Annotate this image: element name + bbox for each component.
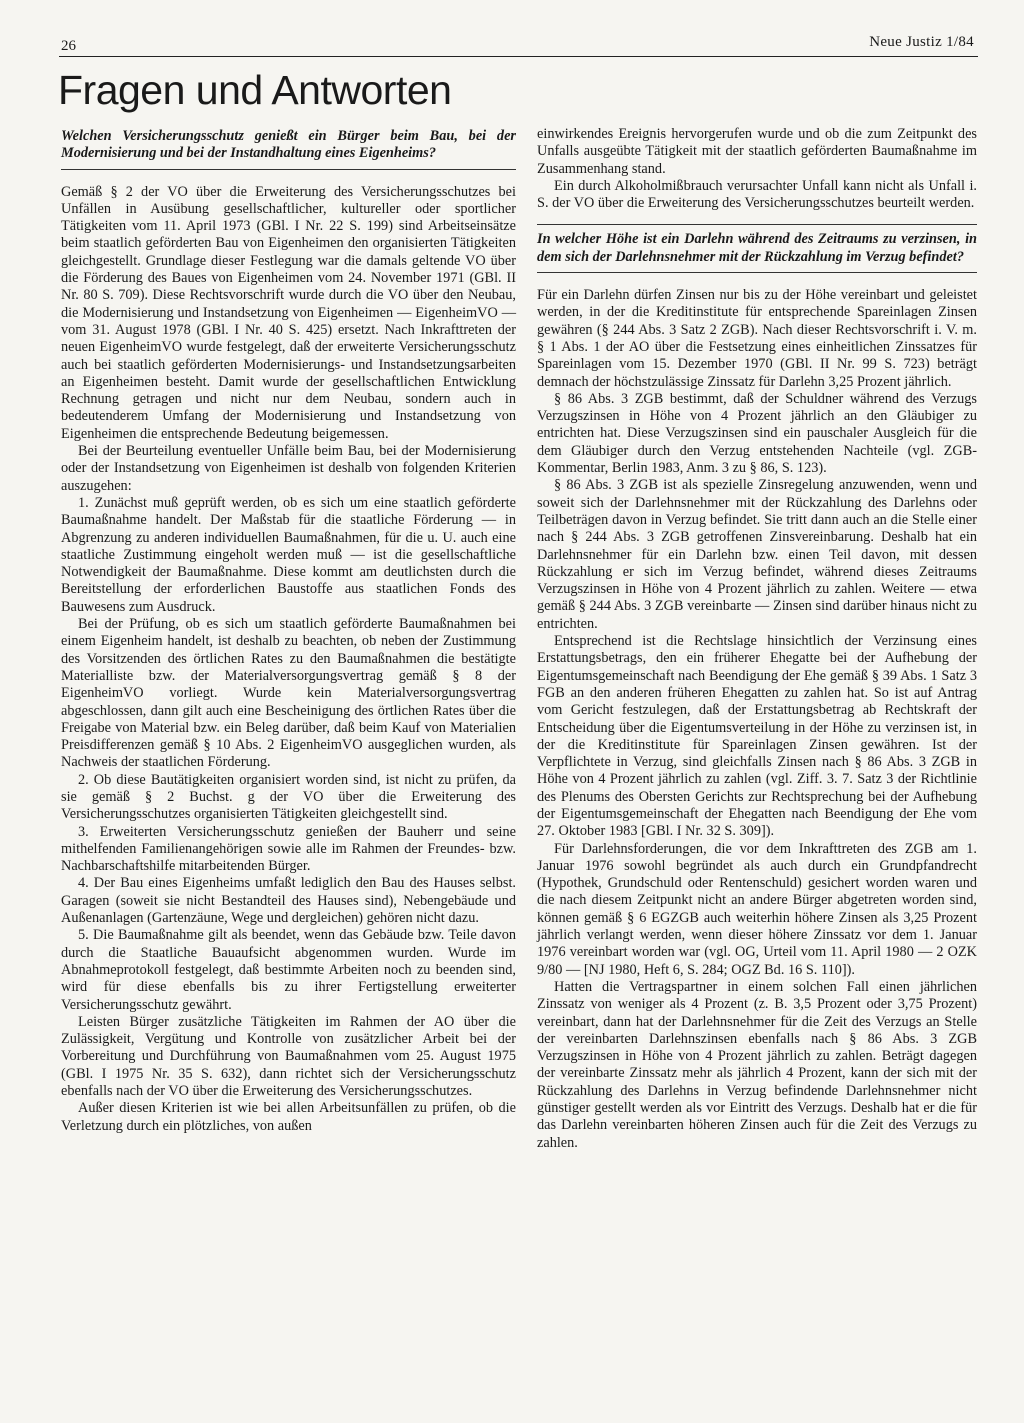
paragraph: Für ein Darlehn dürfen Zinsen nur bis zu der Höhe vereinbart und geleistet werden, in der die Kreditinstitute für entsprechende Spareinlagen Zinsen gewähren (§ 244 Abs. 3 Satz 2 ZGB). Nach dieser Rechtsvorschrift i. V. m. § 1 Abs. 1 der AO über die Festsetzung eines einheitlichen Zinssatzes für Spareinlagen vom 15. Dezember 1970 (GBl. II Nr. 99 S. 723) beträgt demnach der höchstzulässige Zinssatz für Darlehn 3,25 Prozent jährlich. [537,287,977,390]
journal-name: Neue Justiz 1/84 [869,34,974,50]
paragraph: Leisten Bürger zusätzliche Tätigkeiten im Rahmen der AO über die Zulässigkeit, Vergütung und Kontrolle von zusätzlicher Arbeit bei der Vorbereitung und Durchführung von Baumaßnahmen vom 25. August 1975 (GBl. I 1975 Nr. 35 S. 632), dann richtet sich der Versicherungsschutz ebenfalls nach der VO über die Erweiterung des Versicherungsschutzes. [61,1013,516,1100]
paragraph: § 86 Abs. 3 ZGB ist als spezielle Zinsregelung anzuwenden, wenn und soweit sich der Darlehnsnehmer mit der Rückzahlung des Darlehns oder Teilbeträgen davon in Verzug befindet. Sie tritt dann auch an die Stelle einer nach § 244 Abs. 3 ZGB getroffenen Zinsvereinbarung. Deshalb hat ein Darlehnsnehmer für ein Darlehn bzw. einen Teil davon, mit dessen Rückzahlung er sich im Verzug befindet, während dieses Zeitraums Verzugszinsen in Höhe von 4 Prozent jährlich zu zahlen. Weitere — etwa gemäß § 244 Abs. 3 ZGB vereinbarte — Zinsen sind darüber hinaus nicht zu entrichten. [537,477,977,632]
paragraph: 2. Ob diese Bautätigkeiten organisiert worden sind, ist nicht zu prüfen, da sie gemäß § 2 Buchst. g der VO über die Erweiterung des Versicherungsschutzes organisierten Tätigkeiten gleichgestellt sind. [61,771,516,823]
paragraph: § 86 Abs. 3 ZGB bestimmt, daß der Schuldner während des Verzugs Verzugszinsen in Höhe von 4 Prozent jährlich an den Gläubiger zu entrichten hat. Diese Verzugszinsen sind ein pauschaler Ausgleich für die dem Gläubiger durch den Verzug entstehenden Nachteile (vgl. ZGB-Kommentar, Berlin 1983, Anm. 3 zu § 86, S. 123). [537,390,977,477]
paragraph: Bei der Beurteilung eventueller Unfälle beim Bau, bei der Modernisierung oder der Instandsetzung von Eigenheimen ist deshalb von folgenden Kriterien auszugehen: [61,443,516,494]
page-number: 26 [61,38,76,54]
paragraph: 5. Die Baumaßnahme gilt als beendet, wenn das Gebäude bzw. Teile davon durch die Staatliche Bauaufsicht abgenommen wurden. Wurde im Abnahmeprotokoll festgelegt, daß bestimmte Arbeiten noch zu beenden sind, wird für diese ebenfalls bis zu ihrer Fertigstellung erweiterter Versicherungsschutz gewährt. [61,927,516,1013]
paragraph: 1. Zunächst muß geprüft werden, ob es sich um eine staatlich geförderte Baumaßnahme handelt. Der Maßstab für die staatliche Förderung — in Abgrenzung zu anderen individuellen Baumaßnahmen, für die u. U. auch eine staatliche Zustimmung eingeholt werden muß — ist die gesellschaftliche Notwendigkeit der Baumaßnahme. Diese kommt am deutlichsten durch die Bereitstellung der erforderlichen Baustoffe aus staatlichen Fonds des Bauwesens zum Ausdruck. [61,494,516,615]
left-column [61,128,516,1135]
paragraph: Gemäß § 2 der VO über die Erweiterung des Versicherungsschutzes bei Unfällen in Ausübung gesellschaftlicher, kultureller oder sportlicher Tätigkeiten vom 11. April 1973 (GBl. I Nr. 22 S. 199) sind Arbeitseinsätze beim staatlich geförderten Bau von Eigenheimen den organisierten Tätigkeiten gleichgestellt. Grundlage dieser Festlegung war die damals geltende VO über die Förderung des Baues von Eigenheimen vom 24. November 1971 (GBl. II Nr. 80 S. 709). Diese Rechtsvorschrift wurde durch die VO über den Neubau, die Modernisierung und Instandsetzung von Eigenheimen — EigenheimVO — vom 31. August 1978 (GBl. I Nr. 40 S. 425) ersetzt. Nach Inkrafttreten der neuen EigenheimVO wurde festgelegt, daß der erweiterte Versicherungsschutz auch bei staatlich geförderten Modernisierungs- und Instandsetzungsarbeiten an Eigenheimen besteht. Damit wurde der gesellschaftlichen Entwicklung Rechnung getragen und nicht nur dem Neubau, sondern auch in bedeutenderem Umfang der Modernisierung und Instandsetzung von Eigenheimen die entsprechende Bedeutung beigemessen. [61,183,516,442]
paragraph: einwirkendes Ereignis hervorgerufen wurde und ob die zum Zeitpunkt des Unfalls ausgeübte Tätigkeit mit der staatlich geförderten Baumaßnahme im Zusammenhang stand. [537,126,977,177]
question-heading: Welchen Versicherungsschutz genießt ein Bürger beim Bau, bei der Modernisierung und bei der Instandhaltung eines Eigenheims? [61,128,516,170]
paragraph: Hatten die Vertragspartner in einem solchen Fall einen jährlichen Zinssatz von weniger als 4 Prozent (z. B. 3,5 Prozent oder 3,75 Prozent) vereinbart, dann hat der Darlehnsnehmer für die Zeit des Verzugs an Stelle der vereinbarten Darlehnszinsen ebenfalls nach § 86 Abs. 3 ZGB Verzugszinsen in Höhe von 4 Prozent jährlich zu zahlen. Beträgt dagegen der vereinbarte Zinssatz mehr als jährlich 4 Prozent, kann der sich mit der Rückzahlung des Darlehns in Verzug befindende Darlehnsnehmer nicht günstiger gestellt werden als vor Eintritt des Verzugs. Deshalb hat er die für das Darlehn vereinbarten höheren Zinsen auch für die Zeit des Verzugs zu zahlen. [537,978,977,1151]
question-heading: In welcher Höhe ist ein Darlehn während des Zeitraums zu verzinsen, in dem sich der Darlehnsnehmer mit der Rückzahlung im Verzug befindet? [537,224,977,273]
paragraph: Entsprechend ist die Rechtslage hinsichtlich der Verzinsung eines Erstattungsbetrags, den ein früherer Ehegatte bei der Aufhebung der Eigentumsgemeinschaft nach Beendigung der Ehe gemäß § 39 Abs. 1 Satz 3 FGB an den anderen früheren Ehegatten zu zahlen hat. So ist auf Antrag vom Gericht festzulegen, daß der Erstattungsbetrag ab Rechtskraft der Entscheidung über die Eigentumsverteilung in der Höhe zu verzinsen ist, in der die Kreditinstitute für Spareinlagen Zinsen gewähren. Ist der Verpflichtete in Verzug, sind gleichfalls Zinsen nach § 86 Abs. 3 ZGB in Höhe von 4 Prozent jährlich zu zahlen (vgl. Ziff. 3. 7. Satz 3 der Richtlinie des Plenums des Obersten Gerichts zur Rechtsprechung bei der Aufhebung der Eigentumsgemeinschaft der Ehegatten nach Beendigung der Ehe vom 27. Oktober 1983 [GBl. I Nr. 32 S. 309]). [537,633,977,840]
paragraph: 4. Der Bau eines Eigenheims umfaßt lediglich den Bau des Hauses selbst. Garagen (soweit sie nicht Bestandteil des Hauses sind), Nebengebäude und Außenanlagen (Gartenzäune, Wege und dergleichen) gehören nicht dazu. [61,875,516,927]
paragraph: Für Darlehnsforderungen, die vor dem Inkrafttreten des ZGB am 1. Januar 1976 sowohl begründet als auch durch ein Grundpfandrecht (Hypothek, Grundschuld oder Rentenschuld) gesichert worden waren und die nach diesem Zeitpunkt nicht an andere Bürger abgetreten worden sind, können gemäß § 6 EGZGB auch weiterhin höhere Zinsen als 3,25 Prozent jährlich verlangt werden, wenn dieser höhere Zinssatz vor dem 1. Januar 1976 vereinbart worden war (vgl. OG, Urteil vom 11. April 1980 — 2 OZK 9/80 — [NJ 1980, Heft 6, S. 284; OGZ Bd. 16 S. 110]). [537,840,977,978]
header-rule [59,56,978,57]
section-title: Fragen und Antworten [58,67,452,113]
right-column [537,126,977,1152]
paragraph: Außer diesen Kriterien ist wie bei allen Arbeitsunfällen zu prüfen, ob die Verletzung durch ein plötzliches, von außen [61,1100,516,1134]
paragraph: Bei der Prüfung, ob es sich um staatlich geförderte Baumaßnahmen bei einem Eigenheim handelt, ist deshalb zu beachten, ob neben der Zustimmung des Vorsitzenden des örtlichen Rates zu den Baumaßnahmen die bestätigte Materialliste bzw. der Materialversorgungsvertrag gemäß § 8 der EigenheimVO vorliegt. Wurde kein Materialversorgungsvertrag abgeschlossen, dann gilt auch eine Bescheinigung des örtlichen Rates über die Freigabe von Material bzw. ein Beleg darüber, daß beim Kauf von Materialien Preisdifferenzen gemäß § 10 Abs. 2 EigenheimVO ausgeglichen wurden, als Nachweis der staatlichen Förderung. [61,616,516,771]
paragraph: Ein durch Alkoholmißbrauch verursachter Unfall kann nicht als Unfall i. S. der VO über die Erweiterung des Versicherungsschutzes beurteilt werden. [537,177,977,212]
paragraph: 3. Erweiterten Versicherungsschutz genießen der Bauherr und seine mithelfenden Familienangehörigen sowie alle im Rahmen der Freundes- bzw. Nachbarschaftshilfe mitarbeitenden Bürger. [61,823,516,875]
